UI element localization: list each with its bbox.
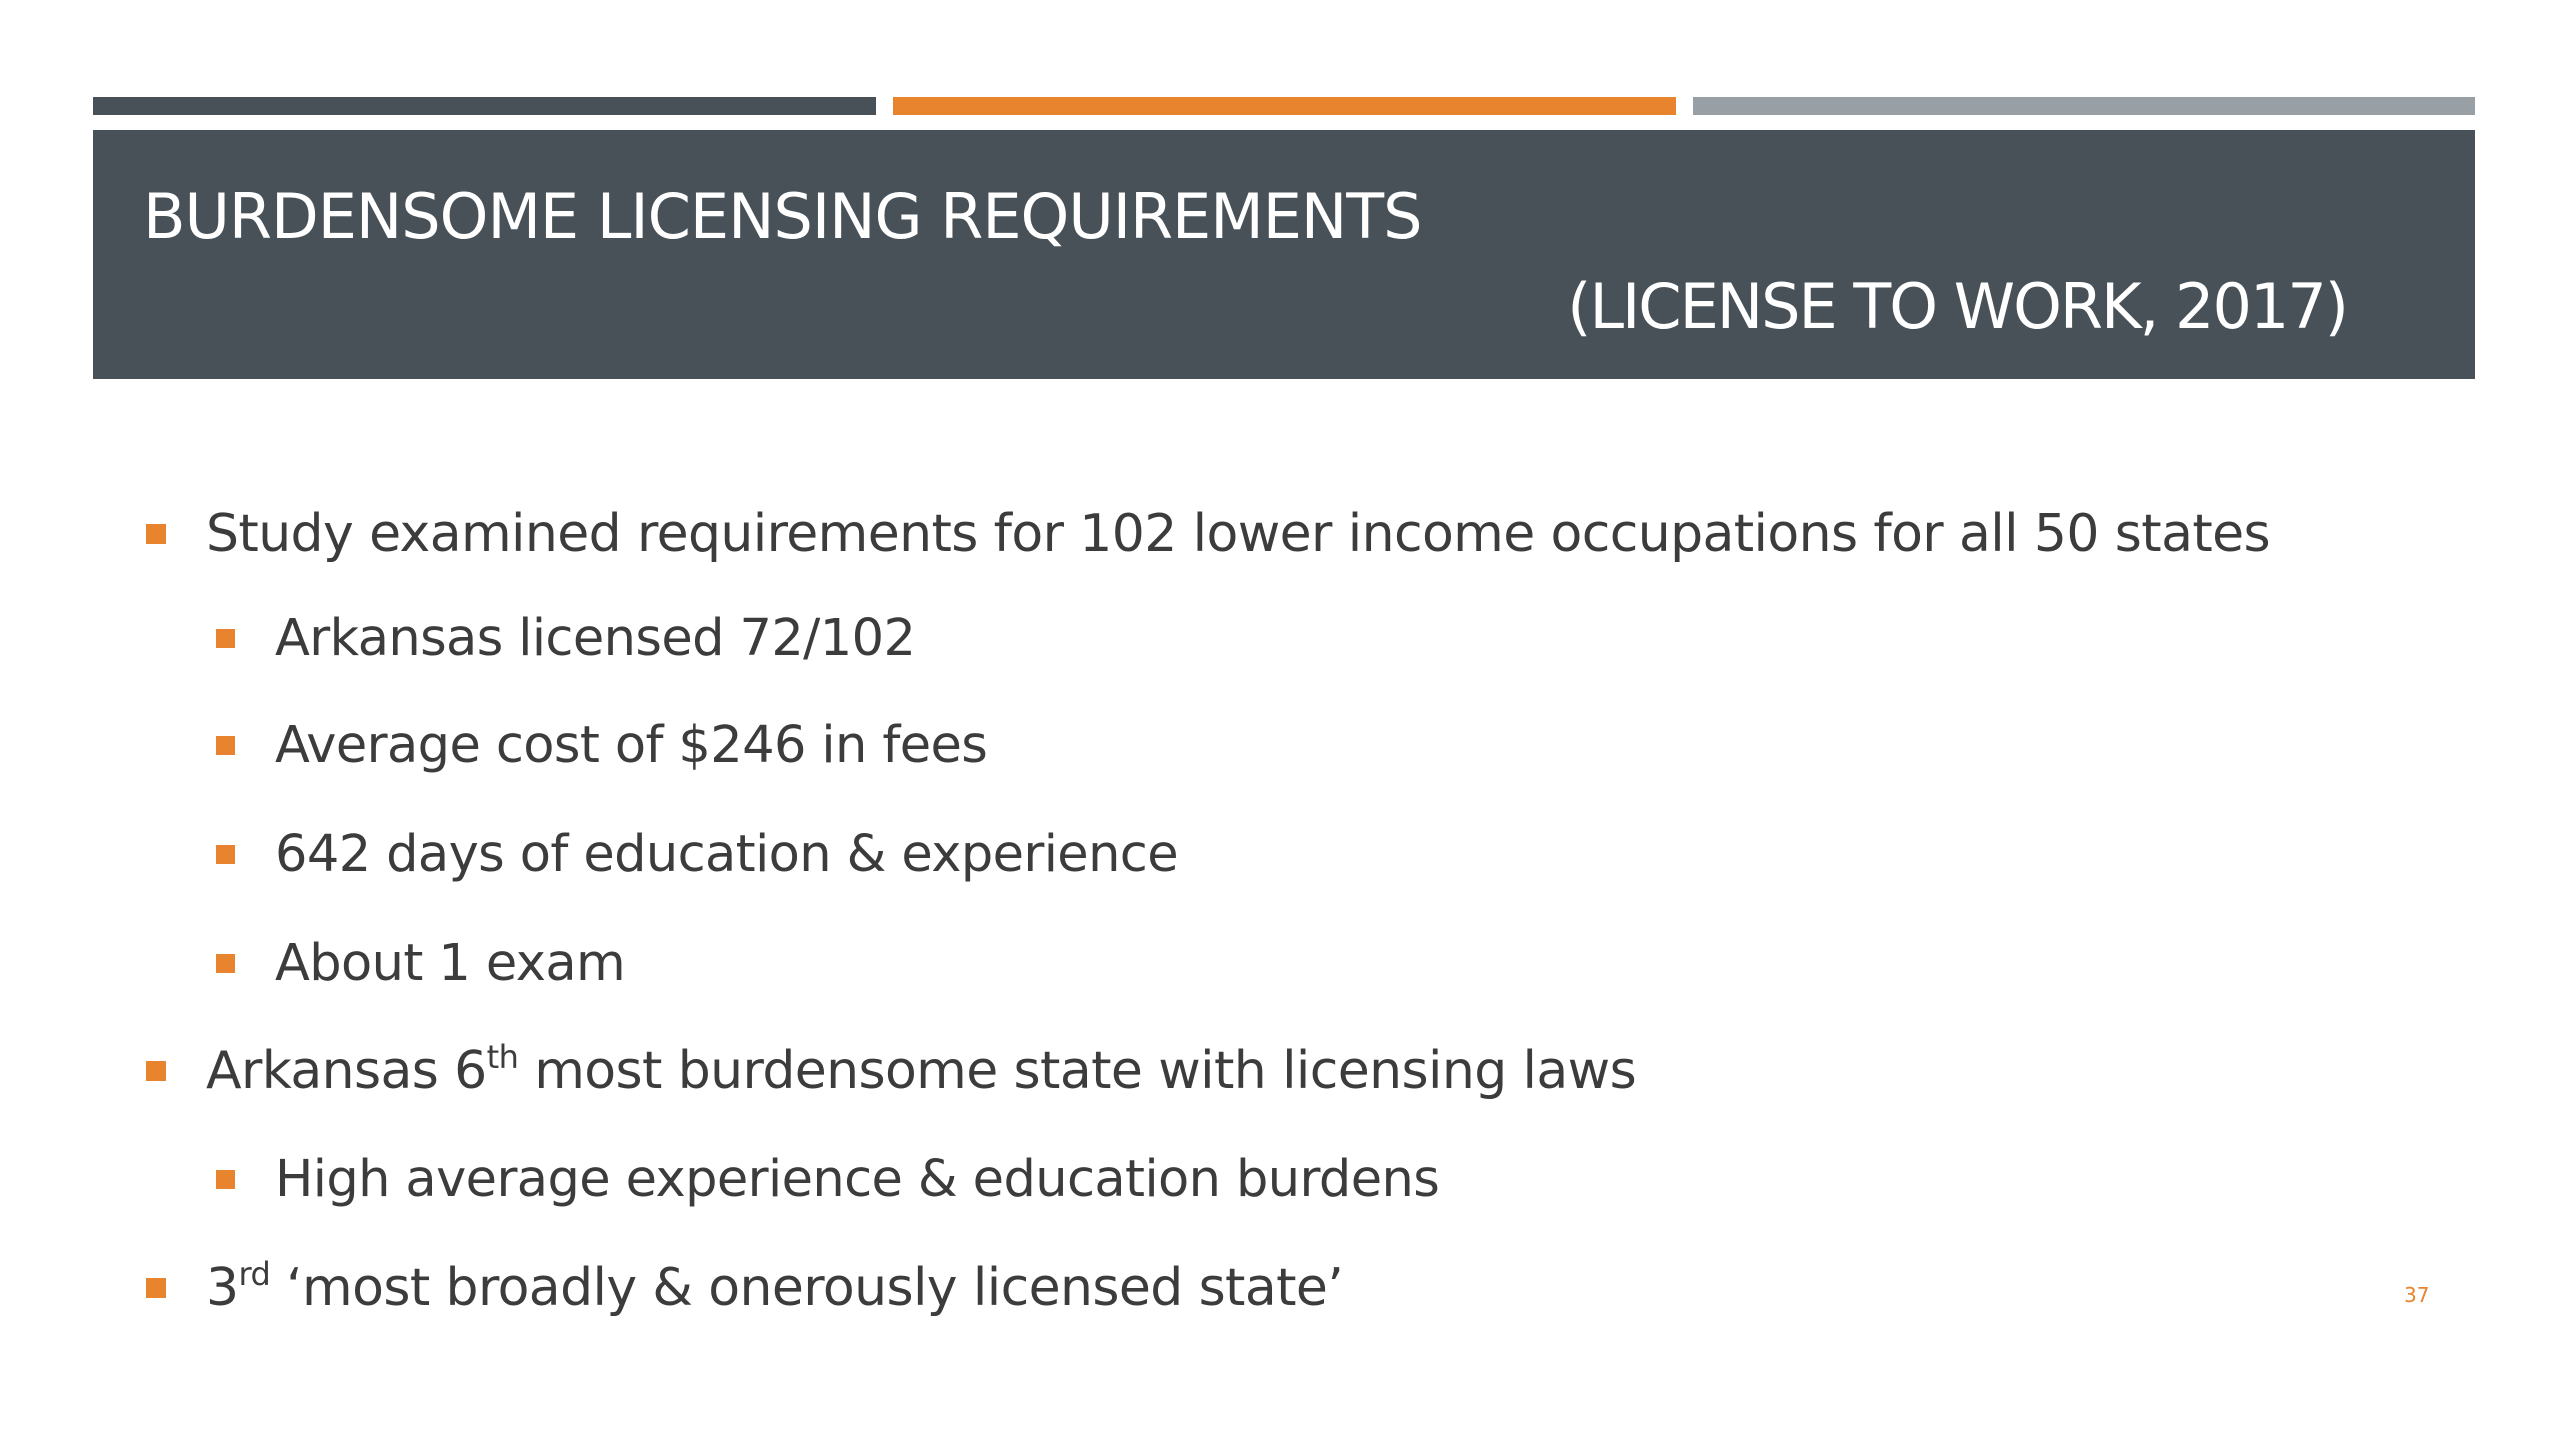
sub-bullet-item [216, 1150, 1439, 1209]
bullet-square-icon [216, 736, 235, 755]
accent-bar-gray [1693, 97, 2475, 115]
bullet-text-before: Arkansas 6 [206, 1041, 487, 1101]
page-number: 37 [2404, 1283, 2430, 1307]
bullet-text: 642 days of education & experience [275, 825, 1179, 884]
bullet-text: Study examined requirements for 102 lower income occupations for all 50 states [206, 504, 2271, 564]
bullet-square-icon [216, 629, 235, 648]
bullet-text-after: ‘most broadly & onerously licensed state’ [270, 1258, 1344, 1318]
bullet-text: About 1 exam [275, 934, 626, 993]
bullet-text [206, 1255, 1344, 1318]
bullet-text [206, 1038, 1637, 1101]
slide-title: BURDENSOME LICENSING REQUIREMENTS [143, 180, 1422, 253]
bullet-text: High average experience & education burdens [275, 1150, 1440, 1209]
sub-bullet-item [216, 609, 915, 668]
bullet-text: Average cost of $246 in fees [275, 716, 988, 775]
ordinal-suffix: th [486, 1038, 519, 1076]
bullet-item [146, 1255, 1344, 1318]
bullet-square-icon [146, 1278, 166, 1298]
accent-bar-dark [93, 97, 876, 115]
sub-bullet-item [216, 825, 1178, 884]
sub-bullet-item [216, 716, 987, 775]
bullet-square-icon [146, 1061, 166, 1081]
bullet-square-icon [216, 954, 235, 973]
ordinal-suffix: rd [238, 1255, 271, 1293]
bullet-text-before: 3 [206, 1258, 239, 1318]
sub-bullet-item [216, 934, 625, 993]
bullet-item [146, 504, 2270, 564]
bullet-text-after: most burdensome state with licensing laws [518, 1041, 1637, 1101]
bullet-square-icon [216, 1170, 235, 1189]
bullet-square-icon [146, 524, 166, 544]
bullet-text: Arkansas licensed 72/102 [275, 609, 916, 668]
slide-title-source: (LICENSE TO WORK, 2017) [1567, 270, 2347, 343]
accent-bar-orange [893, 97, 1676, 115]
title-band [93, 130, 2475, 379]
bullet-square-icon [216, 845, 235, 864]
bullet-item [146, 1038, 1637, 1101]
